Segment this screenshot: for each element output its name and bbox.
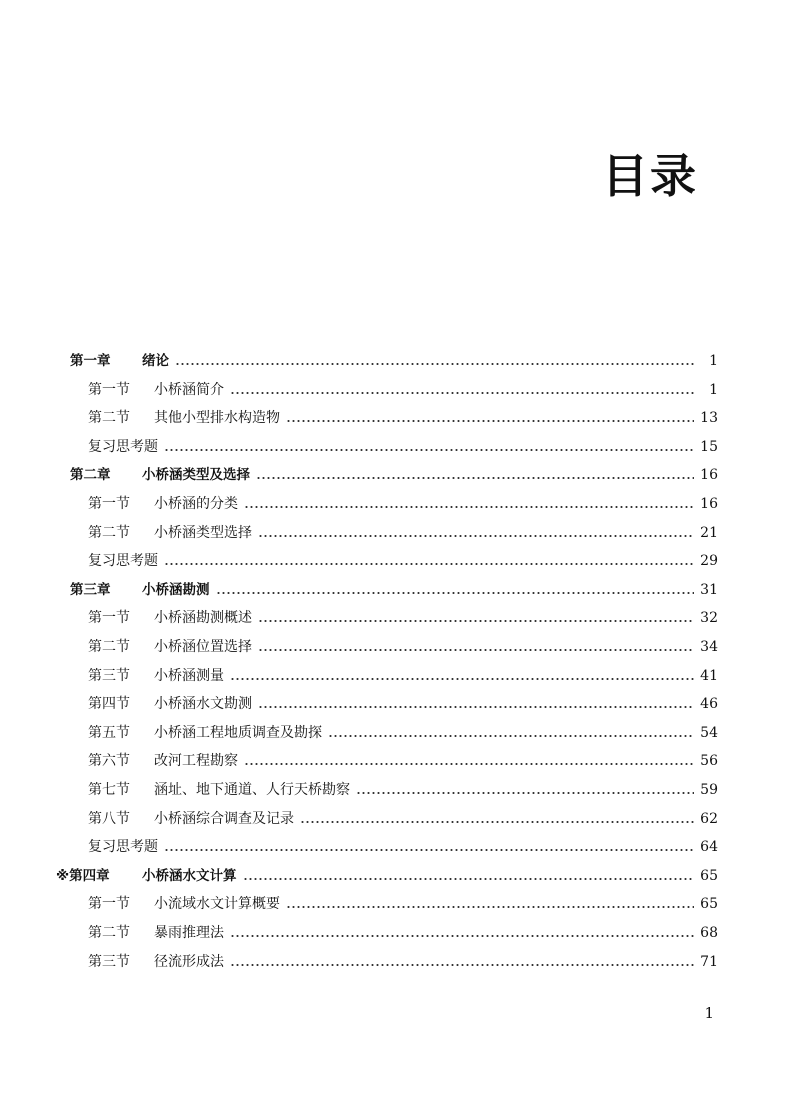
toc-entry-label xyxy=(88,665,224,687)
toc-entry-title: 复习思考题 xyxy=(88,438,158,455)
toc-entry-title: 小桥涵类型选择 xyxy=(154,524,252,541)
toc-section-row xyxy=(88,636,718,658)
toc-page-number: 46 xyxy=(700,696,718,713)
toc-entry-title: 绪论 xyxy=(142,353,169,369)
dot-leader xyxy=(230,935,694,937)
toc-section-row xyxy=(88,893,718,915)
dot-leader xyxy=(286,906,694,908)
toc-page-number: 41 xyxy=(700,667,718,684)
toc-entry-label xyxy=(88,493,238,515)
toc-page-number: 64 xyxy=(700,839,718,856)
toc-entry-title: 小桥涵勘测 xyxy=(142,581,210,598)
dot-leader xyxy=(300,821,694,823)
toc-page-number: 21 xyxy=(700,524,718,541)
toc-page-number: 34 xyxy=(700,639,718,655)
toc-entry-title: 小桥涵工程地质调查及勘探 xyxy=(154,724,322,741)
toc-section-row xyxy=(88,665,718,687)
toc-page-number: 71 xyxy=(700,953,718,970)
toc-page-number: 31 xyxy=(700,581,718,598)
toc-entry-label xyxy=(70,464,250,486)
toc-entry-label xyxy=(88,693,252,715)
toc-entry-number: 第四节 xyxy=(88,696,130,713)
dot-leader xyxy=(230,964,694,966)
dot-leader xyxy=(175,363,694,365)
toc-entry-title: 暴雨推理法 xyxy=(154,925,224,941)
toc-page-number: 65 xyxy=(700,896,718,913)
toc-entry-number: 第一章 xyxy=(70,353,111,369)
toc-section-row xyxy=(88,922,718,944)
toc-entry-label xyxy=(70,579,210,601)
toc-entry-number: 第二章 xyxy=(70,467,111,484)
toc-entry-number: 第二节 xyxy=(88,410,130,427)
toc-entry-number: 第五节 xyxy=(88,724,130,741)
toc-page-number: 65 xyxy=(700,867,718,884)
toc-section-row xyxy=(88,779,718,801)
toc-page-number: 56 xyxy=(700,753,718,770)
dot-leader xyxy=(164,449,694,451)
dot-leader xyxy=(328,735,694,737)
toc-entry-title: 径流形成法 xyxy=(154,953,224,970)
toc-entry-number: ※第四章 xyxy=(56,867,110,884)
toc-entry-title: 复习思考题 xyxy=(88,839,158,856)
toc-entry-label xyxy=(88,522,252,544)
dot-leader xyxy=(258,649,694,651)
toc-entry-label xyxy=(88,407,280,429)
toc-entry-title: 改河工程勘察 xyxy=(154,753,238,770)
toc-entry-label xyxy=(88,379,224,401)
toc-entry-title: 小桥涵类型及选择 xyxy=(142,467,250,484)
dot-leader xyxy=(164,849,694,851)
toc-section-row xyxy=(88,607,718,629)
toc-entry-number: 第二节 xyxy=(88,925,130,941)
dot-leader xyxy=(164,563,694,565)
toc-page-number: 59 xyxy=(700,782,718,798)
dot-leader xyxy=(243,878,695,880)
dot-leader xyxy=(244,506,694,508)
toc-section-row xyxy=(88,722,718,744)
toc-page-number: 68 xyxy=(700,925,718,941)
toc-entry-title: 小桥涵测量 xyxy=(154,667,224,684)
toc-entry-number: 第一节 xyxy=(88,381,130,398)
toc-entry-label xyxy=(88,750,238,772)
dot-leader xyxy=(286,420,694,422)
toc-entry-title: 小桥涵的分类 xyxy=(154,496,238,512)
dot-leader xyxy=(230,392,694,394)
toc-entry-label xyxy=(88,779,350,801)
toc-section-row xyxy=(88,836,718,858)
toc-page-number: 16 xyxy=(700,467,718,484)
toc-entry-label xyxy=(88,893,280,915)
toc-page-number: 1 xyxy=(709,381,718,398)
toc-entry-label xyxy=(70,350,169,372)
toc-entry-number: 第一节 xyxy=(88,896,130,913)
toc-entry-title: 小流域水文计算概要 xyxy=(154,896,280,913)
toc-entry-label xyxy=(88,808,294,830)
toc-entry-title: 复习思考题 xyxy=(88,553,158,570)
toc-entry-title: 小桥涵简介 xyxy=(154,381,224,398)
toc-page-number: 32 xyxy=(700,610,718,627)
toc-page-number: 29 xyxy=(700,553,718,570)
toc-entry-label xyxy=(88,922,224,944)
page-number: 1 xyxy=(704,1004,714,1022)
toc-entry-number: 第一节 xyxy=(88,610,130,627)
toc-section-row xyxy=(88,379,718,401)
toc-page-number: 62 xyxy=(700,810,718,827)
toc-section-row xyxy=(88,750,718,772)
toc-page-number: 54 xyxy=(700,724,718,741)
toc-entry-number: 第一节 xyxy=(88,496,130,512)
toc-entry-title: 小桥涵综合调查及记录 xyxy=(154,810,294,827)
toc-page-number: 16 xyxy=(700,496,718,512)
dot-leader xyxy=(230,678,694,680)
dot-leader xyxy=(258,706,694,708)
toc-entry-label xyxy=(88,607,252,629)
toc-entry-number: 第二节 xyxy=(88,639,130,655)
toc-page-number: 15 xyxy=(700,438,718,455)
dot-leader xyxy=(356,792,694,794)
toc-entry-number: 第六节 xyxy=(88,753,130,770)
toc-page-number: 1 xyxy=(709,353,718,369)
toc-section-row xyxy=(88,522,718,544)
toc-entry-number: 第八节 xyxy=(88,810,130,827)
toc-entry-title: 其他小型排水构造物 xyxy=(154,410,280,427)
toc-entry-title: 小桥涵水文计算 xyxy=(142,867,237,884)
toc-entry-title: 小桥涵水文勘测 xyxy=(154,696,252,713)
toc-chapter-row xyxy=(56,865,718,887)
toc-section-row xyxy=(88,550,718,572)
toc-section-row xyxy=(88,951,718,973)
toc-entry-number: 第三章 xyxy=(70,581,111,598)
dot-leader xyxy=(216,592,695,594)
toc-entry-number: 第二节 xyxy=(88,524,130,541)
toc-section-row xyxy=(88,436,718,458)
toc-entry-label xyxy=(88,836,158,858)
toc-entry-title: 小桥涵位置选择 xyxy=(154,639,252,655)
toc-chapter-row xyxy=(70,464,718,486)
toc-entry-title: 小桥涵勘测概述 xyxy=(154,610,252,627)
toc-entry-label xyxy=(88,436,158,458)
toc-chapter-row xyxy=(70,579,718,601)
page-title: 目录 xyxy=(602,149,698,203)
dot-leader xyxy=(258,535,694,537)
toc-section-row xyxy=(88,693,718,715)
toc-entry-title: 涵址、地下通道、人行天桥勘察 xyxy=(154,782,350,798)
toc-page-number: 13 xyxy=(700,410,718,427)
toc-chapter-row xyxy=(70,350,718,372)
toc-entry-label xyxy=(88,951,224,973)
dot-leader xyxy=(244,763,694,765)
dot-leader xyxy=(258,620,694,622)
toc-entry-label xyxy=(88,722,322,744)
toc-entry-label xyxy=(56,865,237,887)
toc-section-row xyxy=(88,493,718,515)
toc-entry-number: 第三节 xyxy=(88,953,130,970)
toc-entry-number: 第三节 xyxy=(88,667,130,684)
toc-entry-label xyxy=(88,636,252,658)
toc-entry-number: 第七节 xyxy=(88,782,130,798)
toc-section-row xyxy=(88,808,718,830)
toc-section-row xyxy=(88,407,718,429)
toc-entry-label xyxy=(88,550,158,572)
dot-leader xyxy=(256,477,694,479)
